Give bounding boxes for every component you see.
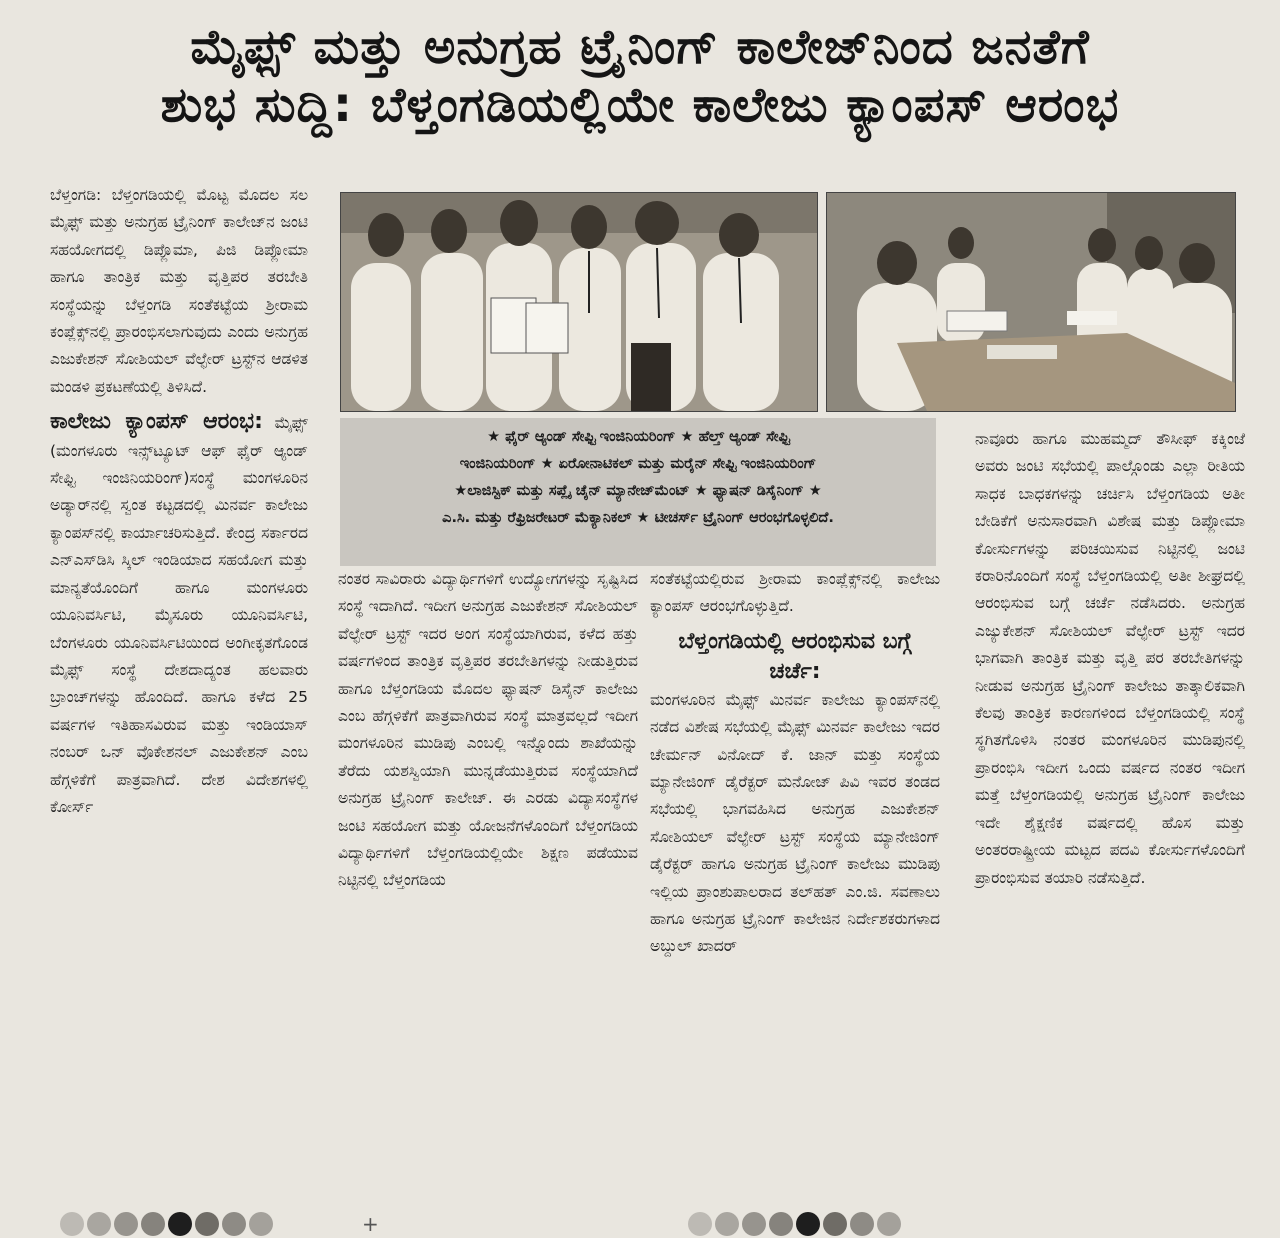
registration-dot xyxy=(222,1212,246,1236)
registration-dot xyxy=(87,1212,111,1236)
column-3-paragraph-1: ಸಂತೆಕಟ್ಟೆಯಲ್ಲಿರುವ ಶ್ರೀರಾಮ ಕಾಂಪ್ಲೆಕ್ಸ್‌ನಲ್ಲಿ ಕಾಲೇಜು ಕ್ಯಾಂಪಸ್ ಆರಂಭಗೊಳ್ಳುತ್ತಿದೆ. xyxy=(650,570,940,616)
column-2-paragraph-1: ನಂತರ ಸಾವಿರಾರು ವಿದ್ಯಾರ್ಥಿಗಳಿಗೆ ಉದ್ಯೋಗಗಳನ್ನು ಸೃಷ್ಟಿಸಿದ ಸಂಸ್ಥೆ ಇದಾಗಿದೆ. ಇದೀಗ ಅನುಗ್ರಹ ಎಜುಕೇಶನ್ ಸೋಶಿಯಲ್ ವೆಲ್ಫೇರ್ ಟ್ರಸ್ಟ್ ಇದರ ಅಂಗ ಸಂಸ್ಥೆಯಾಗಿರುವ, ಕಳೆದ ಹತ್ತು ವರ್ಷಗಳಿಂದ ತಾಂತ್ರಿಕ ವೃತ್ತಿಪರ ತರಬೇತಿಗಳನ್ನು ನೀಡುತ್ತಿರುವ ಹಾಗೂ ಬೆಳ್ತಂಗಡಿಯ ಮೊದಲ ಫ್ಯಾಷನ್ ಡಿಸೈನ್ ಕಾಲೇಜು ಎಂಬ ಹೆಗ್ಗಳಿಕೆಗೆ ಪಾತ್ರವಾಗಿರುವ ಸಂಸ್ಥೆ ಮಾತ್ರವಲ್ಲದೆ ಇದೀಗ ಮಂಗಳೂರಿನ ಮುಡಿಪು ಎಂಬಲ್ಲಿ ಇನ್ನೊಂದು ಶಾಖೆಯನ್ನು ತೆರೆದು ಯಶಸ್ವಿಯಾಗಿ ಮುನ್ನಡೆಯುತ್ತಿರುವ ಸಂಸ್ಥೆಯಾಗಿದೆ ಅನುಗ್ರಹ ಟ್ರೈನಿಂಗ್ ಕಾಲೇಜ್. ಈ ಎರಡು ವಿದ್ಯಾಸಂಸ್ಥೆಗಳ ಜಂಟಿ ಸಹಯೋಗ ಮತ್ತು ಯೋಜನೆಗಳೊಂದಿಗೆ ಬೆಳ್ತಂಗಡಿಯ ವಿದ್ಯಾರ್ಥಿಗಳಿಗೆ ಬೆಳ್ತಂಗಡಿಯಲ್ಲಿಯೇ ಶಿಕ್ಷಣ ಪಡೆಯುವ ನಿಟ್ಟಿನಲ್ಲಿ ಬೆಳ್ತಂಗಡಿಯ xyxy=(338,570,638,890)
photo-meeting-table xyxy=(826,192,1236,412)
registration-dot xyxy=(195,1212,219,1236)
courses-highlight-box xyxy=(340,418,936,566)
registration-dot xyxy=(715,1212,739,1236)
column-1-paragraph-2: ಮೈಫ್ಸ್ (ಮಂಗಳೂರು ಇನ್ಸ್‌ಟ್ಯೂಟ್ ಆಫ್ ಫೈರ್ ಆ್ಯಂಡ್ ಸೇಫ್ಟಿ ಇಂಜಿನಿಯರಿಂಗ್)ಸಂಸ್ಥೆ ಮಂಗಳೂರಿನ ಅಡ್ಯಾರ್‌ನಲ್ಲಿ ಸ್ವಂತ ಕಟ್ಟಡದಲ್ಲಿ ಮಿನರ್ವ ಕಾಲೇಜು ಕ್ಯಾಂಪಸ್‌ನಲ್ಲಿ ಕಾರ್ಯಾಚರಿಸುತ್ತಿದೆ. ಕೇಂದ್ರ ಸರ್ಕಾರದ ಎನ್‌ಎಸ್‌ಡಿಸಿ ಸ್ಕಿಲ್ ಇಂಡಿಯಾದ ಸಹಯೋಗ ಮತ್ತು ಮಾನ್ಯತೆಯೊಂದಿಗೆ ಹಾಗೂ ಮಂಗಳೂರು ಯೂನಿವರ್ಸಿಟಿ, ಮೈಸೂರು ಯೂನಿವರ್ಸಿಟಿ, ಬೆಂಗಳೂರು ಯೂನಿವರ್ಸಿಟಿಯಿಂದ ಅಂಗೀಕೃತಗೊಂಡ ಮೈಫ್ಸ್ ಸಂಸ್ಥೆ ದೇಶದಾದ್ಯಂತ ಹಲವಾರು ಬ್ರಾಂಚ್‌ಗಳನ್ನು ಹೊಂದಿದೆ. ಹಾಗೂ ಕಳೆದ 25 ವರ್ಷಗಳ ಇತಿಹಾಸವಿರುವ ಮತ್ತು ಇಂಡಿಯಾಸ್ ನಂಬರ್ ಒನ್ ವೊಕೇಶನಲ್ ಎಜುಕೇಶನ್ ಎಂಬ ಹೆಗ್ಗಳಿಕೆಗೆ ಪಾತ್ರವಾಗಿದೆ. ದೇಶ ವಿದೇಶಗಳಲ್ಲಿ ಕೋರ್ಸ್ xyxy=(50,414,308,816)
registration-dot xyxy=(850,1212,874,1236)
registration-dot xyxy=(877,1212,901,1236)
registration-cross-icon: + xyxy=(362,1212,379,1236)
photo-2-illustration xyxy=(827,193,1235,411)
registration-dot xyxy=(168,1212,192,1236)
photo-mou-exchange xyxy=(340,192,818,412)
registration-dot xyxy=(141,1212,165,1236)
headline-line-1: ಮೈಫ್ಸ್ ಮತ್ತು ಅನುಗ್ರಹ ಟ್ರೈನಿಂಗ್ ಕಾಲೇಜ್‌ನಿಂದ ಜನತೆಗೆ xyxy=(190,19,1090,75)
article-column-1 xyxy=(50,182,308,821)
registration-dot xyxy=(823,1212,847,1236)
article-column-3 xyxy=(650,566,940,961)
courses-line-3: ★ಲಾಜಿಸ್ಟಿಕ್ ಮತ್ತು ಸಪ್ಲೈ ಚೈನ್ ಮ್ಯಾನೇಜ್‌ಮೆಂಟ್ ★ ಫ್ಯಾಷನ್ ಡಿಸೈನಿಂಗ್ ★ xyxy=(454,483,822,499)
registration-dot xyxy=(742,1212,766,1236)
registration-dot xyxy=(114,1212,138,1236)
courses-line-2: ಇಂಜಿನಿಯರಿಂಗ್ ★ ಏರೋನಾಟಿಕಲ್ ಮತ್ತು ಮರೈನ್ ಸೇಫ್ಟಿ ಇಂಜಿನಿಯರಿಂಗ್ xyxy=(459,456,817,472)
registration-dot xyxy=(796,1212,820,1236)
registration-dot xyxy=(249,1212,273,1236)
registration-dot xyxy=(60,1212,84,1236)
article-column-4 xyxy=(975,426,1245,892)
registration-dots-right xyxy=(688,1212,901,1236)
subhead-discussion: ಬೆಳ್ತಂಗಡಿಯಲ್ಲಿ ಆರಂಭಿಸುವ ಬಗ್ಗೆ ಚರ್ಚೆ: xyxy=(678,628,912,684)
headline xyxy=(20,18,1260,134)
article-column-2 xyxy=(338,566,638,895)
courses-line-1: ★ ಫೈರ್ ಆ್ಯಂಡ್ ಸೇಫ್ಟಿ ಇಂಜಿನಿಯರಿಂಗ್ ★ ಹೆಲ್ತ್ ಆ್ಯಂಡ್ ಸೇಫ್ಟಿ xyxy=(487,429,789,445)
registration-dot xyxy=(769,1212,793,1236)
courses-line-4: ಎ.ಸಿ. ಮತ್ತು ರೆಫ್ರಿಜರೇಟರ್ ಮೆಕ್ಯಾನಿಕಲ್ ★ ಟೀಚರ್ಸ್ ಟ್ರೈನಿಂಗ್ ಆರಂಭಗೊಳ್ಳಲಿದೆ. xyxy=(442,510,834,526)
column-4-paragraph-1: ನಾವೂರು ಹಾಗೂ ಮುಹಮ್ಮದ್ ತೌಸೀಫ್ ಕಕ್ಕಿಂಜೆ ಅವರು ಜಂಟಿ ಸಭೆಯಲ್ಲಿ ಪಾಲ್ಗೊಂಡು ಎಲ್ಲಾ ರೀತಿಯ ಸಾಧಕ ಬಾಧಕಗಳನ್ನು ಚರ್ಚಿಸಿ ಬೆಳ್ತಂಗಡಿಯ ಅತೀ ಬೇಡಿಕೆಗೆ ಅನುಸಾರವಾಗಿ ವಿಶೇಷ ಮತ್ತು ಡಿಪ್ಲೋಮಾ ಕೋರ್ಸುಗಳನ್ನು ಪರಿಚಯಿಸುವ ನಿಟ್ಟಿನಲ್ಲಿ ಜಂಟಿ ಕರಾರಿನೊಂದಿಗೆ ಸಂಸ್ಥೆ ಬೆಳ್ತಂಗಡಿಯಲ್ಲಿ ಅತೀ ಶೀಘ್ರದಲ್ಲಿ ಆರಂಭಿಸುವ ಬಗ್ಗೆ ಚರ್ಚೆ ನಡೆಸಿದರು. ಅನುಗ್ರಹ ಎಜ್ಯುಕೇಶನ್ ಸೋಶಿಯಲ್ ವೆಲ್ಫೇರ್ ಟ್ರಸ್ಟ್ ಇದರ ಭಾಗವಾಗಿ ತಾಂತ್ರಿಕ ಮತ್ತು ವೃತ್ತಿ ಪರ ತರಬೇತಿಗಳನ್ನು ನೀಡುವ ಅನುಗ್ರಹ ಟ್ರೈನಿಂಗ್ ಕಾಲೇಜು ತಾತ್ಕಾಲಿಕವಾಗಿ ಕೆಲವು ತಾಂತ್ರಿಕ ಕಾರಣಗಳಿಂದ ಬೆಳ್ತಂಗಡಿಯಲ್ಲಿ ಸಂಸ್ಥೆ ಸ್ಥಗಿತಗೊಳಿಸಿ ನಂತರ ಮಂಗಳೂರಿನ ಮುಡಿಪುನಲ್ಲಿ ಪ್ರಾರಂಭಿಸಿ ಇದೀಗ ಒಂದು ವರ್ಷದ ನಂತರ ಇದೀಗ ಮತ್ತೆ ಬೆಳ್ತಂಗಡಿಯಲ್ಲಿ ಅನುಗ್ರಹ ಟ್ರೈನಿಂಗ್ ಕಾಲೇಜು ಇದೇ ಶೈಕ್ಷಣಿಕ ವರ್ಷದಲ್ಲಿ ಹೊಸ ಮತ್ತು ಅಂತರರಾಷ್ಟ್ರೀಯ ಮಟ್ಟದ ಪದವಿ ಕೋರ್ಸುಗಳೊಂದಿಗೆ ಪ್ರಾರಂಭಿಸುವ ತಯಾರಿ ನಡೆಸುತ್ತಿದೆ. xyxy=(975,430,1245,887)
photo-1-illustration xyxy=(341,193,817,411)
headline-line-2: ಶುಭ ಸುದ್ದಿ: ಬೆಳ್ತಂಗಡಿಯಲ್ಲಿಯೇ ಕಾಲೇಜು ಕ್ಯಾಂಪಸ್ ಆರಂಭ xyxy=(160,77,1120,133)
column-3-paragraph-2: ಮಂಗಳೂರಿನ ಮೈಫ್ಸ್ ಮಿನರ್ವ ಕಾಲೇಜು ಕ್ಯಾಂಪಸ್‌ನಲ್ಲಿ ನಡೆದ ವಿಶೇಷ ಸಭೆಯಲ್ಲಿ ಮೈಫ್ಸ್ ಮಿನರ್ವ ಕಾಲೇಜು ಇದರ ಚೇರ್ಮನ್ ವಿನೋದ್ ಕೆ. ಜಾನ್ ಮತ್ತು ಸಂಸ್ಥೆಯ ಮ್ಯಾನೇಜಿಂಗ್ ಡೈರೆಕ್ಟರ್ ಮನೋಜ್ ಪಿವಿ ಇವರ ತಂಡದ ಸಭೆಯಲ್ಲಿ ಭಾಗವಹಿಸಿದ ಅನುಗ್ರಹ ಎಜುಕೇಶನ್ ಸೋಶಿಯಲ್ ವೆಲ್ಫೇರ್ ಟ್ರಸ್ಟ್ ಸಂಸ್ಥೆಯ ಮ್ಯಾನೇಜಿಂಗ್ ಡೈರೆಕ್ಟರ್ ಹಾಗೂ ಅನುಗ್ರಹ ಟ್ರೈನಿಂಗ್ ಕಾಲೇಜು ಮುಡಿಪು ಇಲ್ಲಿಯ ಪ್ರಾಂಶುಪಾಲರಾದ ತಲ್‌ಹತ್ ಎಂ.ಜಿ. ಸವಣಾಲು ಹಾಗೂ ಅನುಗ್ರಹ ಟ್ರೈನಿಂಗ್ ಕಾಲೇಜಿನ ನಿರ್ದೇಶಕರುಗಳಾದ ಅಬ್ದುಲ್ ಖಾದರ್ xyxy=(650,690,940,956)
column-1-paragraph-1: ಬೆಳ್ತಂಗಡಿ: ಬೆಳ್ತಂಗಡಿಯಲ್ಲಿ ಮೊಟ್ಟ ಮೊದಲ ಸಲ ಮೈಫ್ಸ್ ಮತ್ತು ಅನುಗ್ರಹ ಟ್ರೈನಿಂಗ್ ಕಾಲೇಜ್‌ನ ಜಂಟಿ ಸಹಯೋಗದಲ್ಲಿ ಡಿಪ್ಲೊಮಾ, ಪಿಜಿ ಡಿಪ್ಲೋಮಾ ಹಾಗೂ ತಾಂತ್ರಿಕ ಮತ್ತು ವೃತ್ತಿಪರ ತರಬೇತಿ ಸಂಸ್ಥೆಯನ್ನು ಬೆಳ್ತಂಗಡಿ ಸಂತೆಕಟ್ಟೆಯ ಶ್ರೀರಾಮ ಕಂಪ್ಲೆಕ್ಸ್‌ನಲ್ಲಿ ಪ್ರಾರಂಭಿಸಲಾಗುವುದು ಎಂದು ಅನುಗ್ರಹ ಎಜುಕೇಶನ್ ಸೋಶಿಯಲ್ ವೆಲ್ಫೇರ್ ಟ್ರಸ್ಟ್‌ನ ಆಡಳಿತ ಮಂಡಳಿ ಪ್ರಕಟಣೆಯಲ್ಲಿ ತಿಳಿಸಿದೆ. xyxy=(50,186,308,396)
subhead-campus-start: ಕಾಲೇಜು ಕ್ಯಾಂಪಸ್ ಆರಂಭ: xyxy=(50,409,263,435)
registration-dot xyxy=(688,1212,712,1236)
registration-dots-left xyxy=(60,1212,273,1236)
